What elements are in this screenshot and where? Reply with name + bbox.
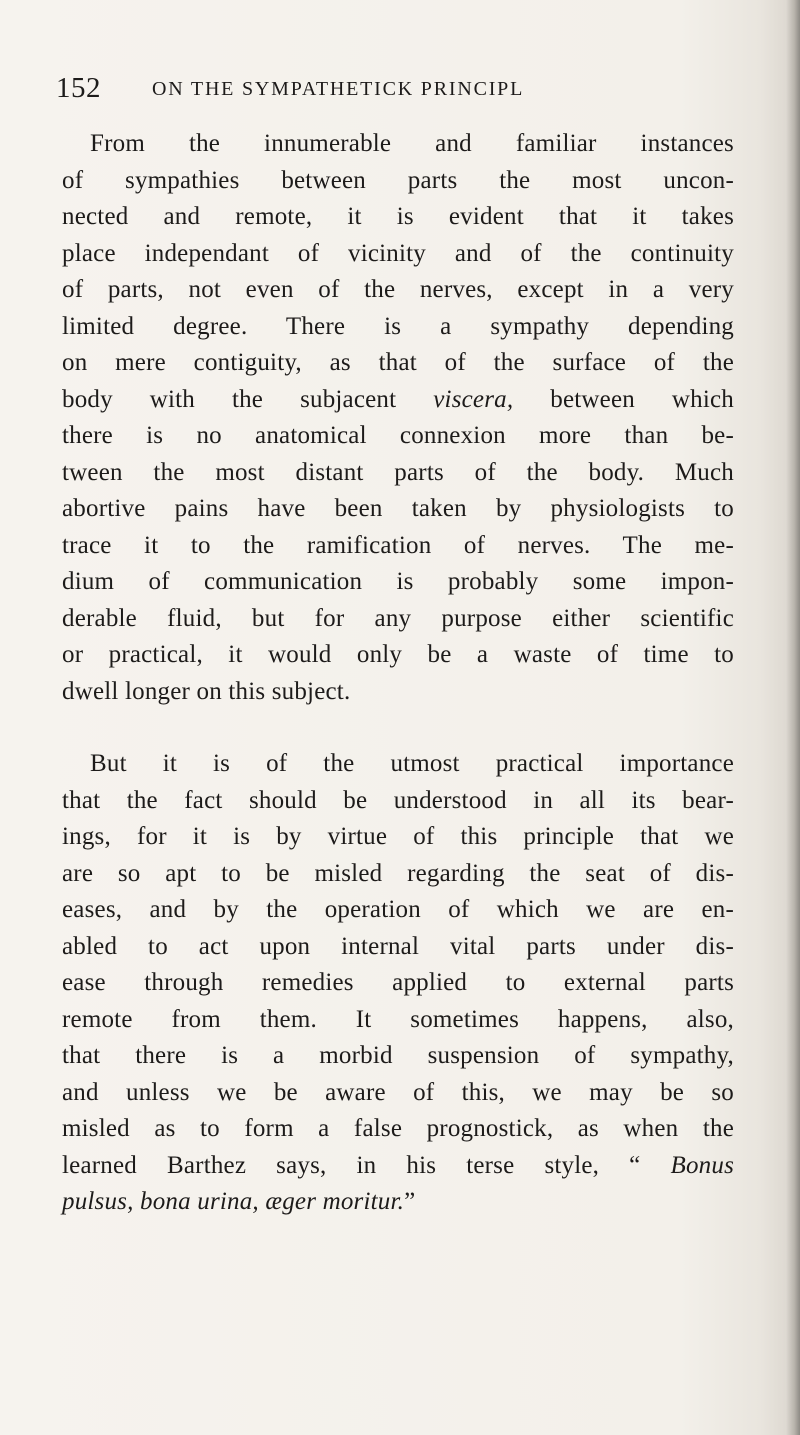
running-head	[56, 70, 776, 110]
body-text	[62, 126, 734, 1221]
text-line: of parts, not even of the nerves, except in a very	[62, 276, 734, 303]
text-line: derable fluid, but for any purpose either scientific	[62, 604, 734, 632]
page-number: 152	[56, 72, 101, 104]
page-edge-shadow	[786, 0, 800, 1435]
text-line: tween the most distant parts of the body. Much	[62, 458, 734, 486]
paragraph-1	[62, 126, 734, 710]
text-line: place independant of vicinity and of the continuity	[62, 239, 734, 267]
text-line: that there is a morbid suspension of sympathy,	[62, 1042, 734, 1069]
text-line: are so apt to be misled regarding the seat of dis-	[62, 859, 734, 887]
italic-term: viscera,	[433, 385, 514, 413]
text-line: of sympathies between parts the most uncon-	[62, 166, 734, 194]
text-line: ings, for it is by virtue of this principle that we	[62, 823, 734, 850]
italic-quote: pulsus, bona urina, æger moritur.	[62, 1188, 405, 1215]
text-line: on mere contiguity, as that of the surface of the	[62, 349, 734, 376]
text-line: abled to act upon internal vital parts under dis-	[62, 932, 734, 960]
text-line: body with the subjacent viscera, between which	[62, 385, 735, 413]
running-title: ON THE SYMPATHETICK PRINCIPL	[152, 78, 525, 100]
text-line: abortive pains have been taken by physiologists to	[62, 495, 734, 522]
text-line: remote from them. It sometimes happens, also,	[62, 1005, 734, 1033]
text-line: pulsus, bona urina, æger moritur.”	[62, 1188, 416, 1215]
text-line: From the innumerable and familiar instances	[90, 130, 734, 157]
text-line: or practical, it would only be a waste of time to	[62, 641, 734, 668]
text-line: eases, and by the operation of which we are en-	[62, 896, 734, 923]
paragraph-gap	[62, 710, 734, 746]
text-line: and unless we be aware of this, we may be so	[62, 1078, 734, 1106]
text-line: dium of communication is probably some impon-	[62, 568, 734, 595]
text-line: nected and remote, it is evident that it takes	[62, 203, 734, 230]
text-line: limited degree. There is a sympathy depending	[62, 312, 734, 340]
text-line: there is no anatomical connexion more than be-	[62, 422, 734, 449]
italic-quote: Bonus	[670, 1151, 734, 1179]
text-line: learned Barthez says, in his terse style, “ Bonus	[62, 1151, 734, 1179]
paragraph-2	[62, 746, 734, 1221]
text-line: ease through remedies applied to external parts	[62, 969, 734, 996]
text-line: misled as to form a false prognostick, as when the	[62, 1115, 734, 1142]
text-line: trace it to the ramification of nerves. The me-	[62, 531, 734, 559]
text-line: But it is of the utmost practical importance	[90, 750, 734, 777]
text-line: that the fact should be understood in all its bear-	[62, 786, 734, 814]
text-line: dwell longer on this subject.	[62, 677, 351, 705]
